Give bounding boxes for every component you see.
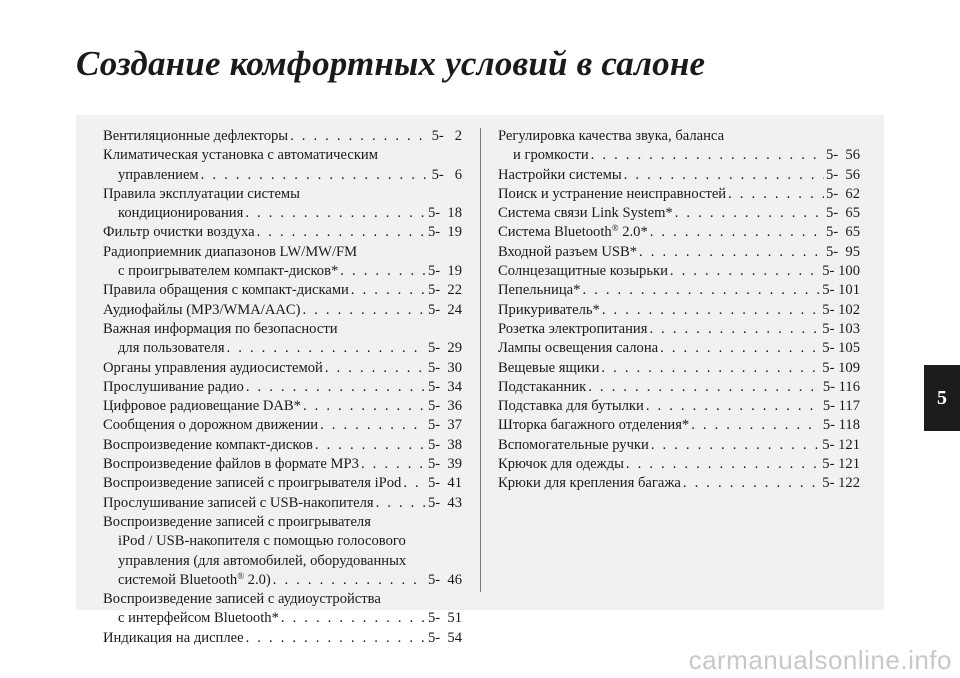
toc-entry-title: Солнцезащитные козырьки bbox=[498, 263, 668, 280]
toc-entry-title: Настройки системы bbox=[498, 166, 622, 183]
toc-page-number: 5- 65 bbox=[825, 205, 860, 222]
toc-entry-title: управления (для автомобилей, оборудованных bbox=[118, 552, 407, 569]
toc-entry[interactable] bbox=[498, 301, 860, 320]
toc-right-column bbox=[498, 127, 860, 494]
toc-page-number: 5- 100 bbox=[822, 263, 860, 280]
dot-leader bbox=[582, 281, 820, 300]
toc-page-number: 5- 19 bbox=[427, 224, 462, 241]
toc-page-number: 5- 22 bbox=[427, 282, 462, 299]
toc-entry[interactable] bbox=[103, 262, 462, 281]
toc-entry-title: Подставка для бутылки bbox=[498, 398, 644, 415]
toc-page-number: 5- 103 bbox=[822, 320, 860, 337]
toc-entry[interactable] bbox=[498, 397, 860, 416]
toc-entry[interactable] bbox=[103, 455, 462, 474]
dot-leader bbox=[624, 166, 824, 185]
dot-leader bbox=[290, 127, 430, 146]
toc-entry[interactable] bbox=[498, 455, 860, 474]
toc-entry-title: Система связи Link System* bbox=[498, 205, 673, 222]
toc-entry[interactable] bbox=[498, 262, 860, 281]
toc-entry[interactable] bbox=[103, 166, 462, 185]
dot-leader bbox=[320, 416, 426, 435]
toc-page-number: 5- 6 bbox=[431, 166, 462, 183]
toc-entry-title: Крюки для крепления багажа bbox=[498, 475, 681, 492]
dot-leader bbox=[691, 416, 821, 435]
dot-leader bbox=[246, 378, 426, 397]
dot-leader bbox=[315, 436, 426, 455]
toc-entry-title: управлением bbox=[118, 166, 199, 183]
toc-entry[interactable] bbox=[498, 281, 860, 300]
dot-leader bbox=[201, 166, 430, 185]
toc-page-number: 5- 29 bbox=[427, 340, 462, 357]
toc-entry[interactable] bbox=[103, 378, 462, 397]
toc-page-number: 5- 56 bbox=[825, 147, 860, 164]
toc-page-number: 5- 46 bbox=[427, 571, 462, 588]
toc-entry-title: Воспроизведение записей с проигрывателя iPod bbox=[103, 475, 402, 492]
toc-page-number: 5- 62 bbox=[825, 185, 860, 202]
toc-entry-line bbox=[103, 532, 462, 551]
toc-entry[interactable] bbox=[498, 320, 860, 339]
dot-leader bbox=[588, 378, 821, 397]
toc-entry-title: Прослушивание радио bbox=[103, 378, 244, 395]
dot-leader bbox=[670, 262, 820, 281]
toc-entry-title: Цифровое радиовещание DAB* bbox=[103, 398, 301, 415]
toc-entry-title: Пепельница* bbox=[498, 282, 581, 299]
dot-leader bbox=[728, 185, 824, 204]
toc-entry[interactable] bbox=[103, 223, 462, 242]
toc-page-number: 5- 19 bbox=[427, 263, 462, 280]
toc-entry-title: с проигрывателем компакт-дисков* bbox=[118, 263, 339, 280]
toc-page-number: 5- 51 bbox=[427, 610, 462, 627]
toc-page-number: 5- 102 bbox=[822, 301, 860, 318]
toc-page-number: 5- 117 bbox=[822, 398, 860, 415]
dot-leader bbox=[675, 204, 824, 223]
dot-leader bbox=[303, 301, 426, 320]
toc-entry-title: Правила эксплуатации системы bbox=[103, 185, 300, 202]
toc-entry[interactable] bbox=[103, 436, 462, 455]
toc-entry-title: Воспроизведение компакт-дисков bbox=[103, 436, 313, 453]
dot-leader bbox=[257, 223, 426, 242]
toc-entry-title: Крючок для одежды bbox=[498, 456, 624, 473]
toc-entry-title: кондиционирования bbox=[118, 205, 244, 222]
toc-page-number: 5- 18 bbox=[427, 205, 462, 222]
toc-page-number: 5- 34 bbox=[427, 378, 462, 395]
toc-entry-title: Прослушивание записей с USB-накопителя bbox=[103, 494, 374, 511]
toc-entry-title: Подстаканник bbox=[498, 378, 587, 395]
toc-page-number: 5- 95 bbox=[825, 243, 860, 260]
dot-leader bbox=[351, 281, 426, 300]
toc-entry-title: Воспроизведение записей с аудиоустройства bbox=[103, 591, 381, 608]
toc-entry-title: Радиоприемник диапазонов LW/MW/FM bbox=[103, 243, 358, 260]
toc-entry[interactable] bbox=[103, 359, 462, 378]
toc-page-number: 5- 118 bbox=[822, 417, 860, 434]
toc-entry-line bbox=[103, 185, 462, 204]
toc-entry[interactable] bbox=[498, 416, 860, 435]
toc-entry[interactable] bbox=[103, 397, 462, 416]
toc-entry-title: Поиск и устранение неисправностей bbox=[498, 185, 727, 202]
toc-entry-line bbox=[103, 243, 462, 262]
toc-entry[interactable] bbox=[103, 474, 462, 493]
toc-entry-title: Лампы освещения салона bbox=[498, 340, 659, 357]
dot-leader bbox=[591, 146, 824, 165]
toc-page-number: 5- 122 bbox=[822, 475, 860, 492]
toc-entry-title: Индикация на дисплее bbox=[103, 629, 244, 646]
toc-page-number: 5- 24 bbox=[427, 301, 462, 318]
toc-page-number: 5- 56 bbox=[825, 166, 860, 183]
toc-entry-title: с интерфейсом Bluetooth* bbox=[118, 610, 279, 627]
toc-entry[interactable] bbox=[103, 416, 462, 435]
toc-entry[interactable] bbox=[498, 359, 860, 378]
toc-entry-title: Входной разъем USB* bbox=[498, 243, 638, 260]
dot-leader bbox=[273, 571, 426, 590]
toc-entry-line bbox=[103, 590, 462, 609]
dot-leader bbox=[602, 301, 820, 320]
toc-entry[interactable] bbox=[498, 146, 860, 165]
toc-entry-title: Шторка багажного отделения* bbox=[498, 417, 690, 434]
page-title: Создание комфортных условий в салоне bbox=[76, 44, 706, 83]
dot-leader bbox=[303, 397, 426, 416]
toc-entry-line bbox=[103, 513, 462, 532]
toc-entry-title: Регулировка качества звука, баланса bbox=[498, 128, 725, 144]
toc-page-number: 5- 101 bbox=[822, 282, 860, 299]
toc-entry[interactable] bbox=[498, 185, 860, 204]
toc-entry-title: Климатическая установка с автоматическим bbox=[103, 147, 378, 164]
toc-entry-title: Вспомогательные ручки bbox=[498, 436, 649, 453]
toc-entry-title: Вещевые ящики bbox=[498, 359, 600, 376]
watermark: carmanualsonline.info bbox=[688, 645, 952, 675]
dot-leader bbox=[646, 397, 821, 416]
toc-page-number: 5- 54 bbox=[427, 629, 462, 646]
toc-page-number: 5- 41 bbox=[427, 475, 462, 492]
toc-entry-title: Система Bluetooth® 2.0* bbox=[498, 223, 648, 241]
toc-entry[interactable] bbox=[498, 223, 860, 242]
toc-entry-title: для пользователя bbox=[118, 340, 225, 357]
toc-entry[interactable] bbox=[103, 301, 462, 320]
dot-leader bbox=[683, 474, 820, 493]
toc-entry[interactable] bbox=[103, 571, 462, 590]
toc-entry[interactable] bbox=[498, 436, 860, 455]
dot-leader bbox=[361, 455, 426, 474]
toc-entry-title: Воспроизведение файлов в формате MP3 bbox=[103, 456, 359, 473]
toc-entry-title: Вентиляционные дефлекторы bbox=[103, 128, 289, 144]
toc-entry[interactable] bbox=[103, 204, 462, 223]
toc-entry[interactable] bbox=[103, 494, 462, 513]
toc-entry[interactable] bbox=[498, 378, 860, 397]
dot-leader bbox=[650, 223, 824, 242]
dot-leader bbox=[601, 359, 820, 378]
toc-left-column bbox=[103, 127, 462, 648]
chapter-tab[interactable]: 5 bbox=[924, 365, 960, 431]
toc-entry[interactable] bbox=[498, 204, 860, 223]
toc-entry[interactable] bbox=[103, 339, 462, 358]
toc-entry-title: Важная информация по безопасности bbox=[103, 320, 338, 337]
toc-entry[interactable] bbox=[498, 243, 860, 262]
toc-page-number: 5- 30 bbox=[427, 359, 462, 376]
toc-page-number: 5- 2 bbox=[431, 128, 462, 144]
dot-leader bbox=[281, 609, 426, 628]
toc-page-number: 5- 116 bbox=[822, 378, 860, 395]
toc-entry-line bbox=[103, 552, 462, 571]
toc-entry-title: iPod / USB-накопителя с помощью голосового bbox=[118, 533, 406, 550]
toc-page-number: 5- 109 bbox=[822, 359, 860, 376]
toc-entry-line bbox=[498, 127, 860, 146]
dot-leader bbox=[403, 474, 426, 493]
toc-entry-title: Сообщения о дорожном движении bbox=[103, 417, 319, 434]
dot-leader bbox=[649, 320, 820, 339]
toc-page-number: 5- 39 bbox=[427, 456, 462, 473]
dot-leader bbox=[245, 204, 426, 223]
dot-leader bbox=[651, 436, 820, 455]
dot-leader bbox=[639, 243, 824, 262]
toc-entry-line bbox=[103, 320, 462, 339]
toc-entry[interactable] bbox=[498, 474, 860, 493]
toc-entry-title: Розетка электропитания bbox=[498, 320, 648, 337]
registered-mark: ® bbox=[237, 570, 245, 581]
toc-entry[interactable] bbox=[498, 166, 860, 185]
dot-leader bbox=[227, 339, 426, 358]
toc-entry-title: Аудиофайлы (MP3/WMA/AAC) bbox=[103, 301, 301, 318]
toc-entry[interactable] bbox=[103, 609, 462, 628]
dot-leader bbox=[325, 359, 426, 378]
dot-leader bbox=[626, 455, 820, 474]
dot-leader bbox=[246, 629, 426, 648]
toc-entry-line bbox=[103, 146, 462, 165]
column-divider bbox=[480, 128, 481, 592]
toc-entry[interactable] bbox=[498, 339, 860, 358]
toc-entry[interactable] bbox=[103, 127, 462, 146]
toc-page-number: 5- 65 bbox=[825, 224, 860, 241]
toc-entry-title: Правила обращения с компакт-дисками bbox=[103, 282, 349, 299]
toc-entry-title: системой Bluetooth® 2.0) bbox=[118, 570, 271, 588]
toc-page-number: 5- 43 bbox=[427, 494, 462, 511]
toc-page-number: 5- 105 bbox=[822, 340, 860, 357]
dot-leader bbox=[376, 494, 426, 513]
dot-leader bbox=[660, 339, 820, 358]
toc-entry[interactable] bbox=[103, 281, 462, 300]
toc-entry-title: и громкости bbox=[513, 147, 589, 164]
toc-entry-title: Прикуриватель* bbox=[498, 301, 600, 318]
toc-entry-title: Фильтр очистки воздуха bbox=[103, 224, 255, 241]
toc-page-number: 5- 38 bbox=[427, 436, 462, 453]
toc-page-number: 5- 36 bbox=[427, 398, 462, 415]
toc-entry-title: Органы управления аудиосистемой bbox=[103, 359, 323, 376]
toc-entry-title: Воспроизведение записей с проигрывателя bbox=[103, 513, 371, 530]
toc-page-number: 5- 121 bbox=[822, 456, 860, 473]
dot-leader bbox=[340, 262, 426, 281]
toc-entry[interactable] bbox=[103, 629, 462, 648]
toc-page-number: 5- 37 bbox=[427, 417, 462, 434]
toc-page-number: 5- 121 bbox=[822, 436, 860, 453]
registered-mark: ® bbox=[611, 223, 619, 234]
